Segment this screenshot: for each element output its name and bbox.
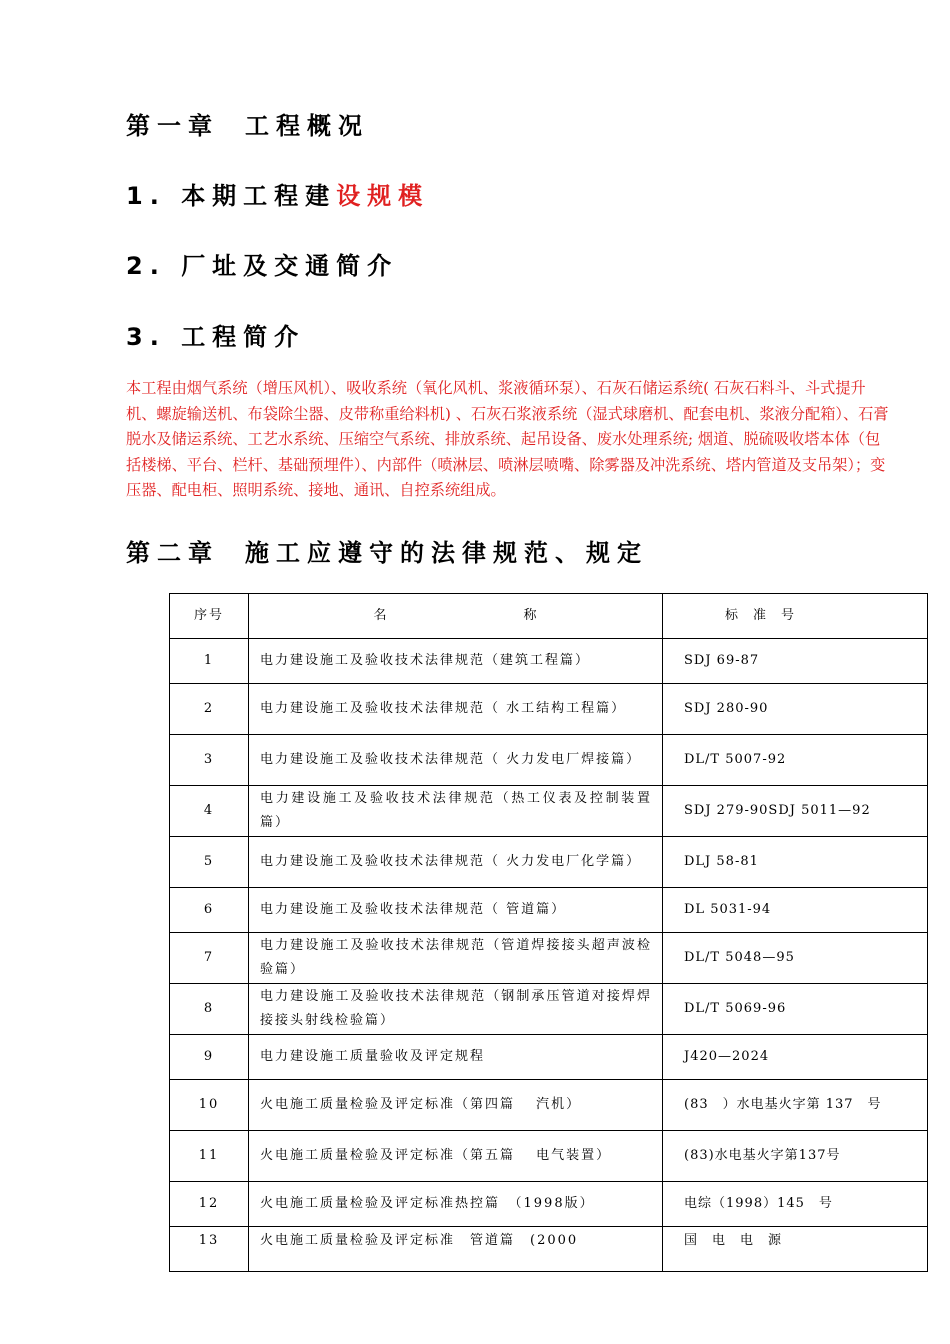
section-2-heading	[126, 246, 398, 281]
section-3-title: 工程简介	[181, 323, 306, 351]
row-standard: DL/T 5048—95	[663, 933, 928, 984]
header-name: 名 称	[249, 594, 663, 639]
row-standard: DL/T 5069-96	[663, 984, 928, 1035]
row-name: 电力建设施工及验收技术法律规范（ 管道篇）	[249, 888, 663, 933]
table-row	[170, 1035, 928, 1080]
table-row	[170, 1182, 928, 1227]
section-2-number: 2.	[126, 252, 166, 280]
row-serial: 2	[170, 684, 249, 735]
header-standard: 标 准 号	[663, 594, 928, 639]
table-row	[170, 735, 928, 786]
row-serial: 9	[170, 1035, 249, 1080]
row-standard: DL/T 5007-92	[663, 735, 928, 786]
table-row	[170, 837, 928, 888]
row-standard: SDJ 69-87	[663, 639, 928, 684]
row-serial: 10	[170, 1080, 249, 1131]
row-standard: 电综（1998）145 号	[663, 1182, 928, 1227]
header-serial: 序号	[170, 594, 249, 639]
section-3-heading	[126, 317, 305, 352]
section-1-heading	[126, 176, 429, 211]
row-name: 电力建设施工及验收技术法律规范（热工仪表及控制装置篇）	[249, 786, 663, 837]
row-serial: 5	[170, 837, 249, 888]
chapter-1-title: 工程概况	[245, 112, 369, 140]
row-serial: 13	[170, 1227, 249, 1272]
table-row	[170, 786, 928, 837]
table-row	[170, 1131, 928, 1182]
row-standard: DLJ 58-81	[663, 837, 928, 888]
section-2-title: 厂址及交通简介	[181, 252, 399, 280]
chapter-2-number: 第二章	[126, 539, 219, 567]
row-name: 电力建设施工及验收技术法律规范（ 水工结构工程篇）	[249, 684, 663, 735]
row-standard: SDJ 279-90SDJ 5011—92	[663, 786, 928, 837]
row-standard: (83 ）水电基火字第 137 号	[663, 1080, 928, 1131]
table-row	[170, 984, 928, 1035]
chapter-1-number: 第一章	[126, 112, 219, 140]
section-1-title-highlight: 设规模	[336, 182, 430, 210]
table-row	[170, 888, 928, 933]
table-row	[170, 684, 928, 735]
row-serial: 8	[170, 984, 249, 1035]
row-name: 电力建设施工质量验收及评定规程	[249, 1035, 663, 1080]
row-name: 电力建设施工及验收技术法律规范（建筑工程篇）	[249, 639, 663, 684]
row-name: 电力建设施工及验收技术法律规范（钢制承压管道对接焊焊接接头射线检验篇）	[249, 984, 663, 1035]
row-standard: SDJ 280-90	[663, 684, 928, 735]
row-name: 火电施工质量检验及评定标准（第五篇 电气装置）	[249, 1131, 663, 1182]
row-standard: (83)水电基火字第137号	[663, 1131, 928, 1182]
table-header-row	[170, 594, 928, 639]
row-serial: 1	[170, 639, 249, 684]
row-name: 电力建设施工及验收技术法律规范（管道焊接接头超声波检验篇）	[249, 933, 663, 984]
row-serial: 4	[170, 786, 249, 837]
chapter-2-heading	[126, 533, 648, 568]
row-serial: 3	[170, 735, 249, 786]
section-1-number: 1.	[126, 182, 166, 210]
table-row	[170, 1080, 928, 1131]
row-serial: 6	[170, 888, 249, 933]
section-3-number: 3.	[126, 323, 166, 351]
row-name: 电力建设施工及验收技术法律规范（ 火力发电厂焊接篇）	[249, 735, 663, 786]
row-standard: 国 电 电 源	[663, 1227, 928, 1272]
row-standard: J420—2024	[663, 1035, 928, 1080]
standards-table	[169, 593, 928, 1272]
section-1-title: 本期工程建	[181, 182, 337, 210]
row-name: 电力建设施工及验收技术法律规范（ 火力发电厂化学篇）	[249, 837, 663, 888]
table-row	[170, 1227, 928, 1272]
row-serial: 11	[170, 1131, 249, 1182]
row-serial: 12	[170, 1182, 249, 1227]
row-standard: DL 5031-94	[663, 888, 928, 933]
project-intro-paragraph: 本工程由烟气系统（增压风机）、吸收系统（氧化风机、浆液循环泵）、石灰石储运系统( 石灰石料斗、斗式提升机、螺旋输送机、布袋除尘器、皮带称重给料机) 、石灰石浆液系统（湿式球磨机、配套电机、浆液分配箱）、石膏脱水及储运系统、工艺水系统、压缩空气系统、排放系统、起吊设备、废水处理系统; 烟道、脱硫吸收塔本体（包括楼梯、平台、栏杆、基础预埋件）、内部件（喷淋层、喷淋层喷嘴、除雾器及冲洗系统、塔内管道及支吊架）；变压器、配电柜、照明系统、接地、通讯、自控系统组成。	[126, 379, 889, 500]
row-name: 火电施工质量检验及评定标准热控篇 （1998版）	[249, 1182, 663, 1227]
row-name: 火电施工质量检验及评定标准 管道篇 (2000	[249, 1227, 663, 1272]
row-serial: 7	[170, 933, 249, 984]
table-row	[170, 933, 928, 984]
chapter-2-title: 施工应遵守的法律规范、规定	[245, 539, 648, 567]
table-row	[170, 639, 928, 684]
row-name: 火电施工质量检验及评定标准（第四篇 汽机）	[249, 1080, 663, 1131]
chapter-1-heading	[126, 106, 369, 141]
